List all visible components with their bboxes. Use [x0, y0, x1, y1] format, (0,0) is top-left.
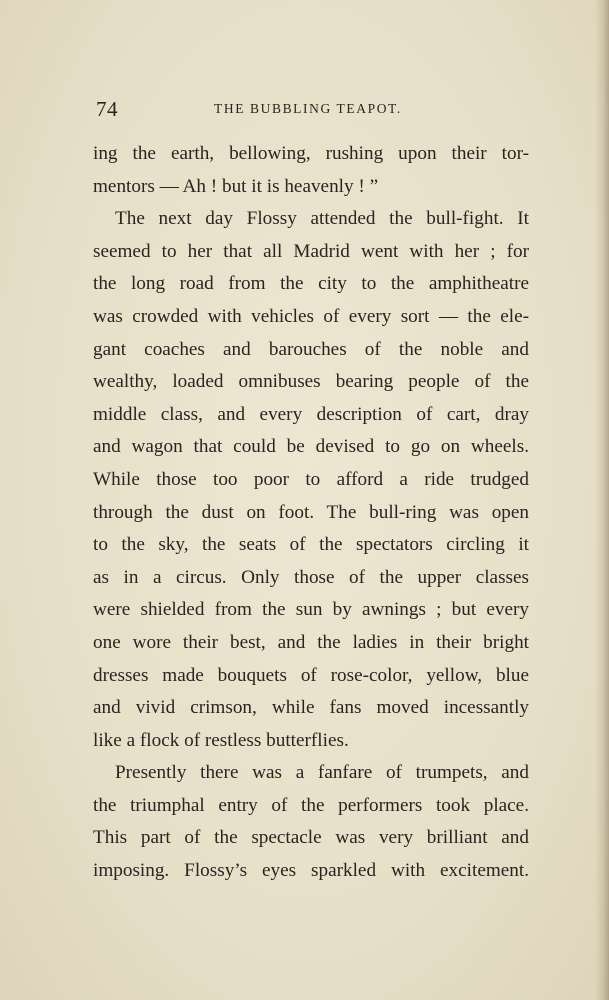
- text-line: was crowded with vehicles of every sort — the ele-: [93, 305, 529, 327]
- text-line: as in a circus. Only those of the upper classes: [93, 566, 529, 588]
- text-line: This part of the spectacle was very brilliant and: [93, 827, 529, 849]
- text-line: to the sky, the seats of the spectators circling it: [93, 534, 529, 556]
- text-line: mentors — Ah ! but it is heavenly ! ”: [93, 175, 379, 197]
- paragraph-start-line: Presently there was a fanfare of trumpets, and: [115, 762, 529, 784]
- text-line: one wore their best, and the ladies in their bright: [93, 631, 529, 653]
- text-line: the triumphal entry of the performers took place.: [93, 794, 529, 816]
- text-line: seemed to her that all Madrid went with her ; for: [93, 240, 529, 262]
- text-line: and vivid crimson, while fans moved incessantly: [93, 697, 529, 719]
- text-line: imposing. Flossy’s eyes sparkled with excitement.: [93, 860, 529, 882]
- text-line: like a flock of restless butterflies.: [93, 729, 349, 751]
- text-line: dresses made bouquets of rose-color, yellow, blue: [93, 664, 529, 686]
- running-title: THE BUBBLING TEAPOT.: [214, 101, 402, 116]
- text-line: gant coaches and barouches of the noble and: [93, 338, 529, 360]
- text-line: middle class, and every description of cart, dray: [93, 403, 529, 425]
- paragraph-start-line: The next day Flossy attended the bull-fight. It: [115, 208, 529, 230]
- text-line: ing the earth, bellowing, rushing upon their tor-: [93, 143, 529, 164]
- page-edge-shadow: [595, 0, 609, 1000]
- page-number: 74: [96, 97, 118, 121]
- text-line: While those too poor to afford a ride trudged: [93, 468, 529, 490]
- body-text: [93, 138, 529, 888]
- text-line: through the dust on foot. The bull-ring was open: [93, 501, 529, 523]
- text-line: the long road from the city to the amphitheatre: [93, 273, 529, 295]
- text-line: and wagon that could be devised to go on wheels.: [93, 436, 529, 458]
- text-line: wealthy, loaded omnibuses bearing people of the: [93, 371, 529, 393]
- text-line: were shielded from the sun by awnings ; but every: [93, 599, 529, 621]
